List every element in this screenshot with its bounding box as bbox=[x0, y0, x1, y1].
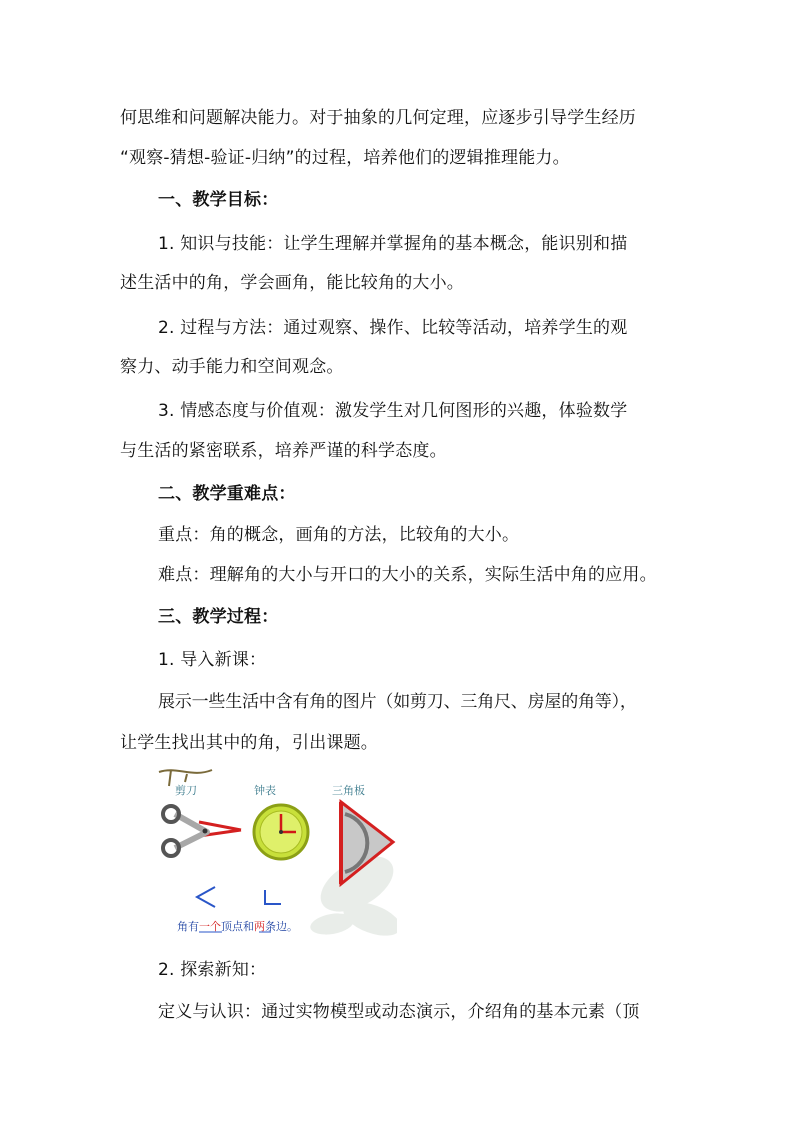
clock-image bbox=[254, 805, 308, 859]
paragraph-line: “观察-猜想-验证-归纳”的过程，培养他们的逻辑推理能力。 bbox=[120, 148, 570, 168]
figure-caption bbox=[177, 919, 298, 933]
caption-prefix: 角有 bbox=[177, 920, 199, 933]
step-2-line: 定义与认识：通过实物模型或动态演示，介绍角的基本元素（顶 bbox=[158, 1002, 640, 1022]
label-triangle: 三角板 bbox=[332, 784, 365, 797]
step-1-line: 展示一些生活中含有角的图片（如剪刀、三角尺、房屋的角等）， bbox=[158, 692, 637, 712]
angle-symbol-right bbox=[265, 890, 281, 904]
caption-vertex: 顶点和 bbox=[221, 920, 254, 933]
caption-one: 一个 bbox=[199, 920, 221, 933]
objective-3-line: 与生活的紧密联系，培养严谨的科学态度。 bbox=[120, 441, 447, 461]
difficulty-line: 难点：理解角的大小与开口的大小的关系，实际生活中角的应用。 bbox=[158, 565, 657, 585]
scissors-image bbox=[163, 806, 241, 856]
caption-two: 两 bbox=[254, 920, 265, 933]
caption-suffix: 条边。 bbox=[265, 920, 298, 933]
label-scissors: 剪刀 bbox=[175, 784, 197, 797]
paragraph-line: 何思维和问题解决能力。对于抽象的几何定理，应逐步引导学生经历 bbox=[120, 108, 636, 128]
angle-examples-illustration bbox=[157, 764, 397, 944]
step-1-line: 让学生找出其中的角，引出课题。 bbox=[120, 733, 378, 753]
angle-symbol-acute bbox=[197, 887, 215, 907]
section-heading-objectives: 一、教学目标： bbox=[158, 190, 279, 210]
objective-1-line: 述生活中的角，学会画角，能比较角的大小。 bbox=[120, 273, 464, 293]
section-heading-process: 三、教学过程： bbox=[158, 607, 279, 627]
objective-2-line: 2. 过程与方法：通过观察、操作、比较等活动，培养学生的观 bbox=[158, 318, 628, 338]
label-clock: 钟表 bbox=[254, 784, 276, 797]
objective-2-line: 察力、动手能力和空间观念。 bbox=[120, 357, 344, 377]
objective-3-line: 3. 情感态度与价值观：激发学生对几何图形的兴趣，体验数学 bbox=[158, 401, 628, 421]
step-2-heading: 2. 探索新知： bbox=[158, 960, 267, 980]
section-heading-key-points: 二、教学重难点： bbox=[158, 484, 296, 504]
angle-examples-figure bbox=[157, 764, 397, 944]
objective-1-line: 1. 知识与技能：让学生理解并掌握角的基本概念，能识别和描 bbox=[158, 234, 628, 254]
step-1-heading: 1. 导入新课： bbox=[158, 650, 267, 670]
key-point-line: 重点：角的概念，画角的方法，比较角的大小。 bbox=[158, 525, 520, 545]
